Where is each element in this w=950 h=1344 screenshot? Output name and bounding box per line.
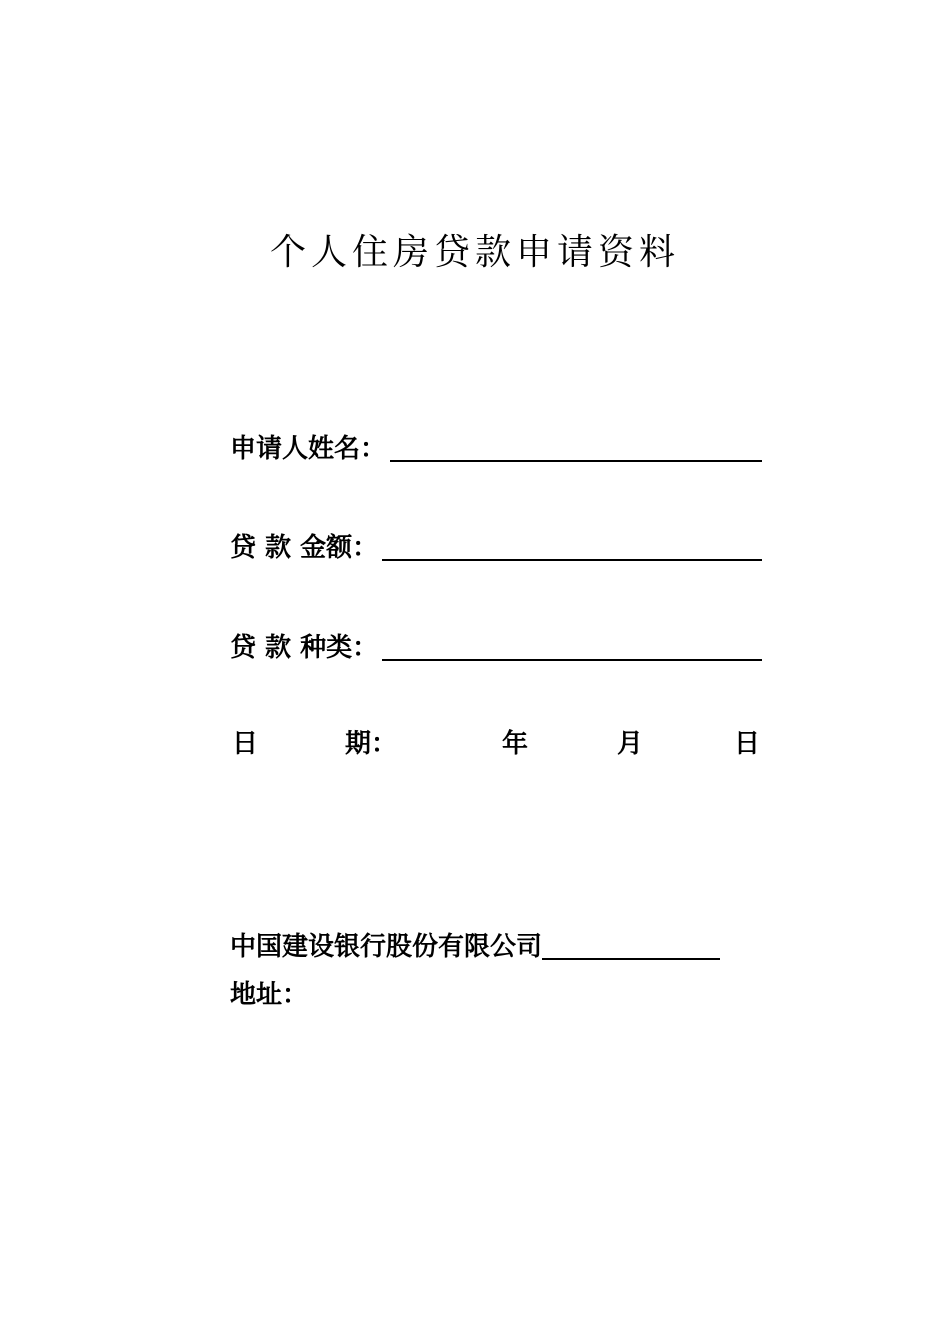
bank-branch-blank[interactable] — [542, 928, 720, 960]
bank-row — [230, 924, 720, 964]
date-year-unit: 年 — [502, 729, 529, 759]
applicant-name-label: 申请人姓名： — [230, 434, 387, 464]
loan-amount-blank[interactable] — [382, 529, 762, 561]
address-label: 地址： — [230, 980, 309, 1010]
applicant-name-blank[interactable] — [390, 430, 762, 462]
date-month-unit: 月 — [617, 729, 644, 759]
date-label-part1: 日 — [232, 729, 259, 759]
document-title: 个人住房贷款申请资料 — [269, 232, 680, 273]
loan-type-blank[interactable] — [382, 629, 762, 661]
date-label-part2: 期： — [345, 729, 398, 759]
date-day-unit: 日 — [734, 729, 761, 759]
date-row — [230, 724, 762, 764]
loan-amount-label: 贷 款 金额： — [230, 533, 379, 563]
loan-amount-row — [230, 525, 762, 565]
bank-name: 中国建设银行股份有限公司 — [230, 932, 543, 962]
loan-type-row — [230, 625, 762, 665]
applicant-name-row — [230, 426, 762, 466]
loan-type-label: 贷 款 种类： — [230, 633, 379, 663]
